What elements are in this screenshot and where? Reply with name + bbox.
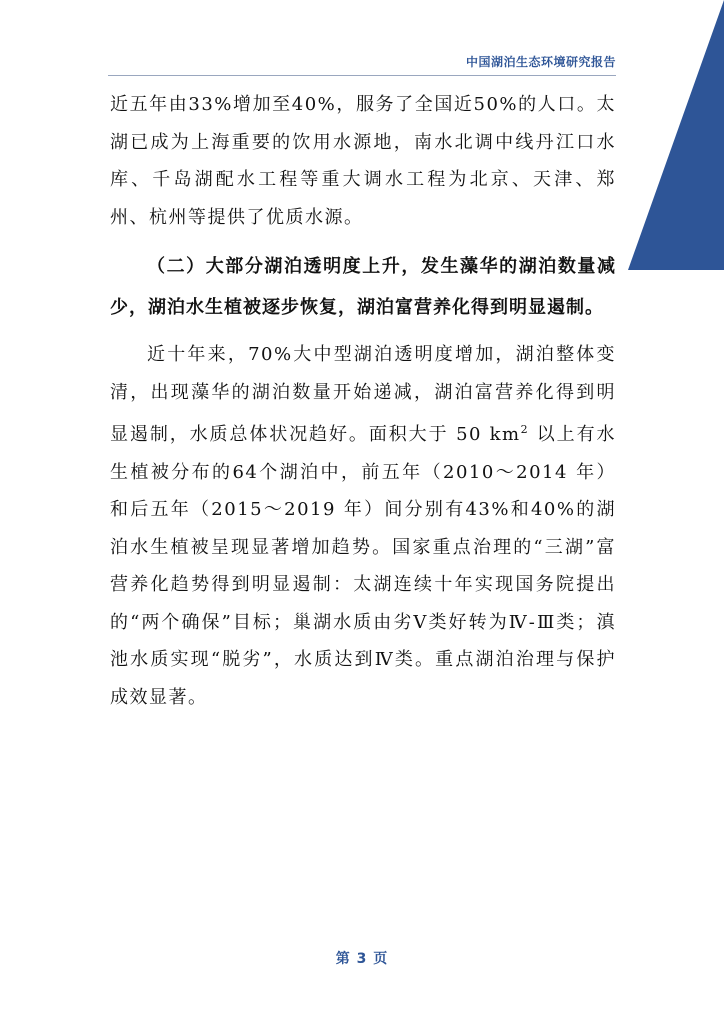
section-heading: （二）大部分湖泊透明度上升，发生藻华的湖泊数量减少，湖泊水生植被逐步恢复，湖泊富营养化得到明显遏制。 xyxy=(110,256,616,318)
body-paragraph-2 xyxy=(110,336,616,716)
paragraph-2-text-a: 近十年来，70%大中型湖泊透明度增加，湖泊整体变清，出现藻华的湖泊数量开始递减，湖泊富营养化得到明显遏制，水质总体状况趋好。面积大于 50 km xyxy=(110,344,616,445)
report-header-title: 中国湖泊生态环境研究报告 xyxy=(465,55,616,69)
superscript-2: 2 xyxy=(520,423,530,436)
page-number: 第 3 页 xyxy=(335,951,389,967)
corner-decoration xyxy=(628,0,724,270)
header-divider xyxy=(108,75,616,76)
body-paragraph-1: 近五年由33%增加至40%，服务了全国近50%的人口。太湖已成为上海重要的饮用水源地，南水北调中线丹江口水库、千岛湖配水工程等重大调水工程为北京、天津、郑州、杭州等提供了优质水源。 xyxy=(110,94,616,228)
paragraph-2-text-b: 以上有水生植被分布的64个湖泊中，前五年（2010～2014 年）和后五年（2015～2019 年）间分别有43%和40%的湖泊水生植被呈现显著增加趋势。国家重点治理的“三湖”富营养化趋势得到明显遏制：太湖连续十年实现国务院提出的“两个确保”目标；巢湖水质由劣Ⅴ类好转为Ⅳ-Ⅲ类；滇池水质实现“脱劣”，水质达到Ⅳ类。重点湖泊治理与保护成效显著。 xyxy=(110,424,616,708)
page-body xyxy=(110,86,616,716)
